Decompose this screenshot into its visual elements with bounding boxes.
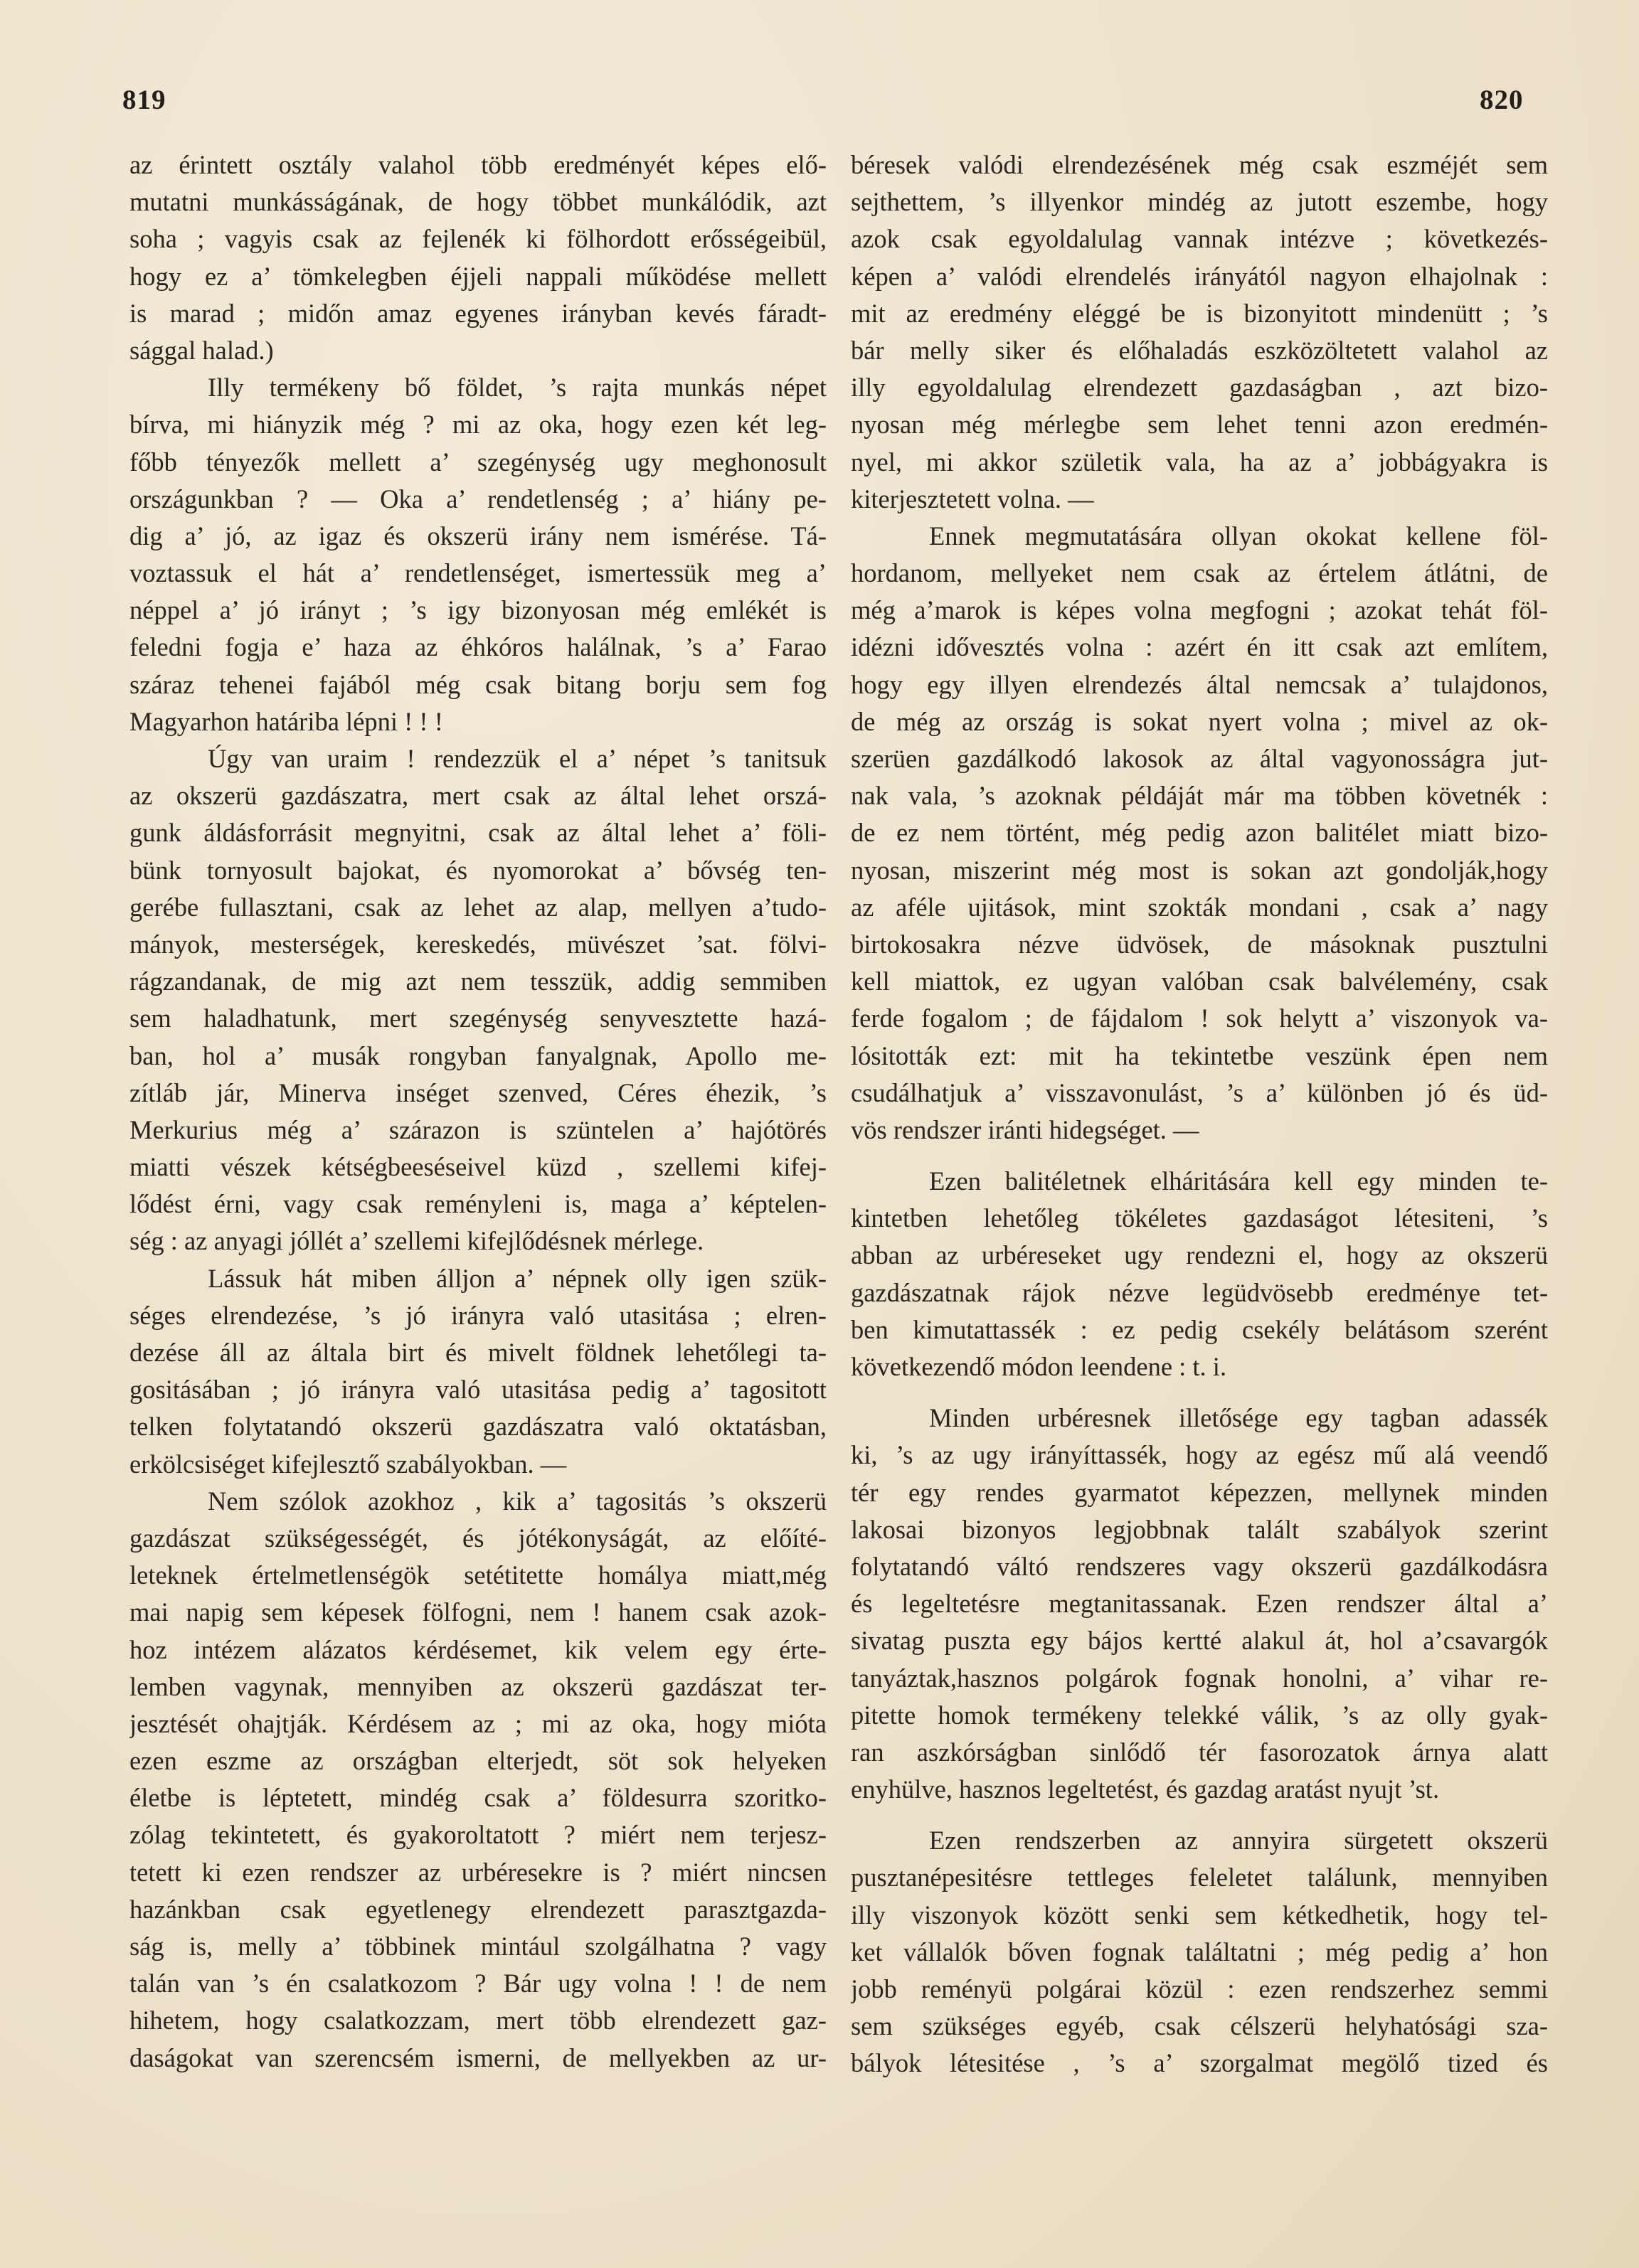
text-line: lemben vagynak, mennyiben az okszerü gazdászat ter- (129, 1671, 827, 1701)
text-line: azok csak egyoldalulag vannak intézve ; következés- (851, 224, 1548, 254)
text-line: Merkurius még a’ szárazon is szüntelen a’ hajótörés (129, 1114, 827, 1144)
text-line: illy viszonyok között senki sem kétkedhetik, hogy tel- (851, 1900, 1548, 1929)
text-line: ki, ’s az ugy irányíttassék, hogy az egész mű alá veendő (851, 1440, 1548, 1470)
text-line: soha ; vagyis csak az fejlenék ki fölhordott erősségeibül, (129, 224, 827, 254)
paragraph (851, 147, 1548, 518)
text-line: daságokat van szerencsém ismerni, de mellyekben az ur- (129, 2043, 827, 2072)
text-line: idézni idővesztés volna : azért én itt csak azt említem, (851, 632, 1548, 662)
text-line: ezen eszme az országban elterjedt, söt sok helyeken (129, 1746, 827, 1776)
text-line: séges elrendezése, ’s jó irányra való utasitása ; elren- (129, 1300, 827, 1330)
text-line: telken folytatandó okszerü gazdászatra való oktatásban, (129, 1412, 827, 1442)
text-line: hoz intézem alázatos kérdésemet, kik velem egy érte- (129, 1634, 827, 1664)
text-line: folytatandó váltó rendszeres vagy okszerü gazdálkodásra (851, 1551, 1548, 1581)
text-line: az aféle ujitások, mint szokták mondani , csak a’ nagy (851, 892, 1548, 922)
text-line: száraz tehenei fajából még csak bitang borju sem fog (129, 669, 827, 699)
text-line: sem haladhatunk, mert szegénység senyvesztette hazá- (129, 1003, 827, 1033)
text-line: hihetem, hogy csalatkozzam, mert több elrendezett gaz- (129, 2006, 827, 2035)
text-line: Nem szólok azokhoz , kik a’ tagositás ’s okszerü (208, 1486, 827, 1516)
page-number-right: 820 (1480, 85, 1524, 115)
text-line: gerébe fullasztani, csak az lehet az alap, mellyen a’tudo- (129, 892, 827, 922)
text-line: Minden urbéresnek illetősége egy tagban adassék (929, 1403, 1548, 1433)
text-line: Ennek megmutatására ollyan okokat kellene föl- (929, 521, 1548, 550)
text-line: jesztését ohajtják. Kérdésem az ; mi az oka, hogy mióta (129, 1708, 827, 1738)
text-line: voztassuk el hát a’ rendetlenséget, ismertessük meg a’ (129, 558, 827, 588)
text-line: kiterjesztetett volna. — (851, 484, 1094, 513)
text-line: béresek valódi elrendezésének még csak eszméjét sem (851, 150, 1548, 179)
text-line: miatti vészek kétségbeeséseivel küzd , szellemi kifej- (129, 1152, 827, 1182)
text-line: de még az ország is sokat nyert volna ; mivel az ok- (851, 706, 1548, 736)
paragraph (129, 740, 827, 1260)
text-line: bünk tornyosult bajokat, és nyomorokat a’ bővség ten- (129, 855, 827, 885)
text-line: ran aszkórságban sinlődő tér fasorozatok árnya alatt (851, 1737, 1548, 1767)
text-line: következendő módon leendene : t. i. (851, 1352, 1227, 1381)
text-line: lakosai bizonyos legjobbnak talált szabályok szerint (851, 1514, 1548, 1544)
paragraph (851, 1822, 1548, 2082)
text-line: vös rendszer iránti hidegséget. — (851, 1114, 1199, 1144)
text-line: ség : az anyagi jóllét a’ szellemi kifejlődésnek mérlege. (129, 1226, 704, 1256)
text-line: az érintett osztály valahol több eredményét képes elő- (129, 150, 827, 179)
text-line: pusztanépesitésre tettleges feleletet találunk, mennyiben (851, 1863, 1548, 1892)
text-line: ság is, melly a’ többinek mintául szolgálhatna ? vagy (129, 1932, 827, 1961)
text-line: sem szükséges egyéb, csak célszerü helyhatósági sza- (851, 2011, 1548, 2041)
paragraph (851, 1400, 1548, 1808)
text-line: mai napig sem képesek fölfogni, nem ! hanem csak azok- (129, 1597, 827, 1627)
text-line: életbe is léptetett, mindég csak a’ földesurra szoritko- (129, 1783, 827, 1813)
text-line: erkölcsiséget kifejlesztő szabályokban. — (129, 1449, 567, 1479)
text-line: ket vállalók bőven fognak találtatni ; még pedig a’ hon (851, 1937, 1548, 1966)
text-line: mányok, mesterségek, kereskedés, müvészet ’sat. fölvi- (129, 929, 827, 959)
text-line: pitette homok termékeny telekké válik, ’s az olly gyak- (851, 1700, 1548, 1730)
text-line: zólag tekintetett, és gyakoroltatott ? miért nem terjesz- (129, 1820, 827, 1850)
text-line: hogy egy illyen elrendezés által nemcsak a’ tulajdonos, (851, 669, 1548, 699)
text-line: ben kimutattassék : ez pedig csekély belátásom szerént (851, 1314, 1548, 1344)
text-line: Ezen rendszerben az annyira sürgetett okszerü (929, 1826, 1548, 1856)
text-line: de ez nem történt, még pedig azon balitélet miatt bizo- (851, 818, 1548, 848)
text-line: ferde fogalom ; de fájdalom ! sok helytt a’ viszonyok va- (851, 1003, 1548, 1033)
text-line: nak vala, ’s azoknak példáját már ma többen követnék : (851, 781, 1548, 811)
text-line: gunk áldásforrásit megnyitni, csak az által lehet a’ föli- (129, 818, 827, 848)
text-line: birtokosakra nézve üdvösek, de másoknak pusztulni (851, 929, 1548, 959)
paragraph (129, 147, 827, 369)
text-line: is marad ; midőn amaz egyenes irányban kevés fáradt- (129, 298, 827, 328)
text-line: talán van ’s én csalatkozom ? Bár ugy volna ! ! de nem (129, 1969, 827, 1998)
text-line: nyosan, miszerint még most is sokan azt gondolják,hogy (851, 855, 1548, 885)
text-line: ban, hol a’ musák rongyban fanyalgnak, Apollo me- (129, 1040, 827, 1070)
text-column-left (129, 147, 827, 2077)
text-line: kell miattok, ez ugyan valóban csak balvélemény, csak (851, 967, 1548, 996)
text-line: lődést érni, vagy csak reményleni is, maga a’ képtelen- (129, 1189, 827, 1219)
text-column-right (851, 147, 1548, 2082)
text-line: bár melly siker és előhaladás eszközöltetett valahol az (851, 335, 1548, 365)
text-line: jobb reményü polgárai közül : ezen rendszerhez semmi (851, 1974, 1548, 2003)
text-line: enyhülve, hasznos legeltetést, és gazdag aratást nyujt ’st. (851, 1774, 1440, 1804)
text-line: és legeltetésre megtanitassanak. Ezen rendszer által a’ (851, 1589, 1548, 1619)
text-line: bályok létesitése , ’s a’ szorgalmat megölő tized és (851, 2048, 1548, 2078)
text-line: tér egy rendes gyarmatot képezzen, mellynek minden (851, 1477, 1548, 1507)
text-line: nyel, mi akkor születik vala, ha az a’ jobbágyakra is (851, 447, 1548, 477)
paragraph (851, 1163, 1548, 1385)
text-line: gazdászatnak rájok nézve legüdvösebb eredménye tet- (851, 1277, 1548, 1307)
text-line: dig a’ jó, az igaz és okszerü irány nem ismérése. Tá- (129, 521, 827, 550)
text-line: rágzandanak, de mig azt nem tesszük, addig semmiben (129, 967, 827, 996)
text-line: néppel a’ jó irányt ; ’s igy bizonyosan még emlékét is (129, 595, 827, 625)
paragraph (129, 1483, 827, 2077)
text-line: Illy termékeny bő földet, ’s rajta munkás népet (208, 373, 827, 403)
text-line: hordanom, mellyeket nem csak az értelem átlátni, de (851, 558, 1548, 588)
text-line: nyosan még mérlegbe sem lehet tenni azon eredmén- (851, 410, 1548, 440)
text-line: leteknek értelmetlenségök setétitette homálya miatt,még (129, 1560, 827, 1590)
text-line: hogy ez a’ tömkelegben éjjeli nappali működése mellett (129, 261, 827, 291)
text-line: lósitották ezt: mit ha tekintetbe veszünk épen nem (851, 1040, 1548, 1070)
text-line: gazdászat szükségességét, és jótékonyságát, az előíté- (129, 1523, 827, 1553)
page-number-left: 819 (122, 85, 166, 115)
text-line: Magyarhon határiba lépni ! ! ! (129, 706, 443, 736)
text-line: dezése áll az általa birt és mivelt földnek lehetőlegi ta- (129, 1338, 827, 1367)
text-line: tetett ki ezen rendszer az urbéresekre is ? miért nincsen (129, 1857, 827, 1887)
text-line: Lássuk hát miben álljon a’ népnek olly igen szük- (208, 1263, 827, 1293)
text-line: országunkban ? — Oka a’ rendetlenség ; a’ hiány pe- (129, 484, 827, 513)
text-line: főbb tényezők mellett a’ szegénység ugy meghonosult (129, 447, 827, 477)
text-line: kintetben lehetőleg tökéletes gazdaságot létesiteni, ’s (851, 1203, 1548, 1233)
text-line: sivatag puszta egy bájos kertté alakul át, hol a’csavargók (851, 1626, 1548, 1656)
text-line: illy egyoldalulag elrendezett gazdaságban , azt bizo- (851, 373, 1548, 403)
text-line: még a’marok is képes volna megfogni ; azokat tehát föl- (851, 595, 1548, 625)
text-line: szerüen gazdálkodó lakosok az által vagyonosságra jut- (851, 744, 1548, 773)
paragraph (129, 369, 827, 740)
text-line: tanyáztak,hasznos polgárok fognak honolni, a’ vihar re- (851, 1663, 1548, 1693)
text-line: az okszerü gazdászatra, mert csak az által lehet orszá- (129, 781, 827, 811)
paragraph (129, 1260, 827, 1483)
text-line: csudálhatjuk a’ visszavonulást, ’s a’ különben jó és üd- (851, 1077, 1548, 1107)
paragraph (851, 518, 1548, 1149)
text-line: sággal halad.) (129, 335, 274, 365)
text-line: hazánkban csak egyetlenegy elrendezett parasztgazda- (129, 1894, 827, 1924)
text-line: abban az urbéreseket ugy rendezni el, hogy az okszerü (851, 1240, 1548, 1270)
text-line: Ezen balitéletnek elháritására kell egy minden te- (929, 1166, 1548, 1196)
text-line: mit az eredmény eléggé be is bizonyitott mindenütt ; ’s (851, 298, 1548, 328)
text-line: sejthettem, ’s illyenkor mindég az jutott eszembe, hogy (851, 187, 1548, 217)
text-line: bírva, mi hiányzik még ? mi az oka, hogy ezen két leg- (129, 410, 827, 440)
text-line: gositásában ; jó irányra való utasitása pedig a’ tagositott (129, 1375, 827, 1405)
text-line: feledni fogja e’ haza az éhkóros halálnak, ’s a’ Farao (129, 632, 827, 662)
text-line: zítláb jár, Minerva inséget szenved, Céres éhezik, ’s (129, 1077, 827, 1107)
text-line: mutatni munkásságának, de hogy többet munkálódik, azt (129, 187, 827, 217)
text-line: Úgy van uraim ! rendezzük el a’ népet ’s tanitsuk (208, 744, 827, 773)
text-line: képen a’ valódi elrendelés irányától nagyon elhajolnak : (851, 261, 1548, 291)
